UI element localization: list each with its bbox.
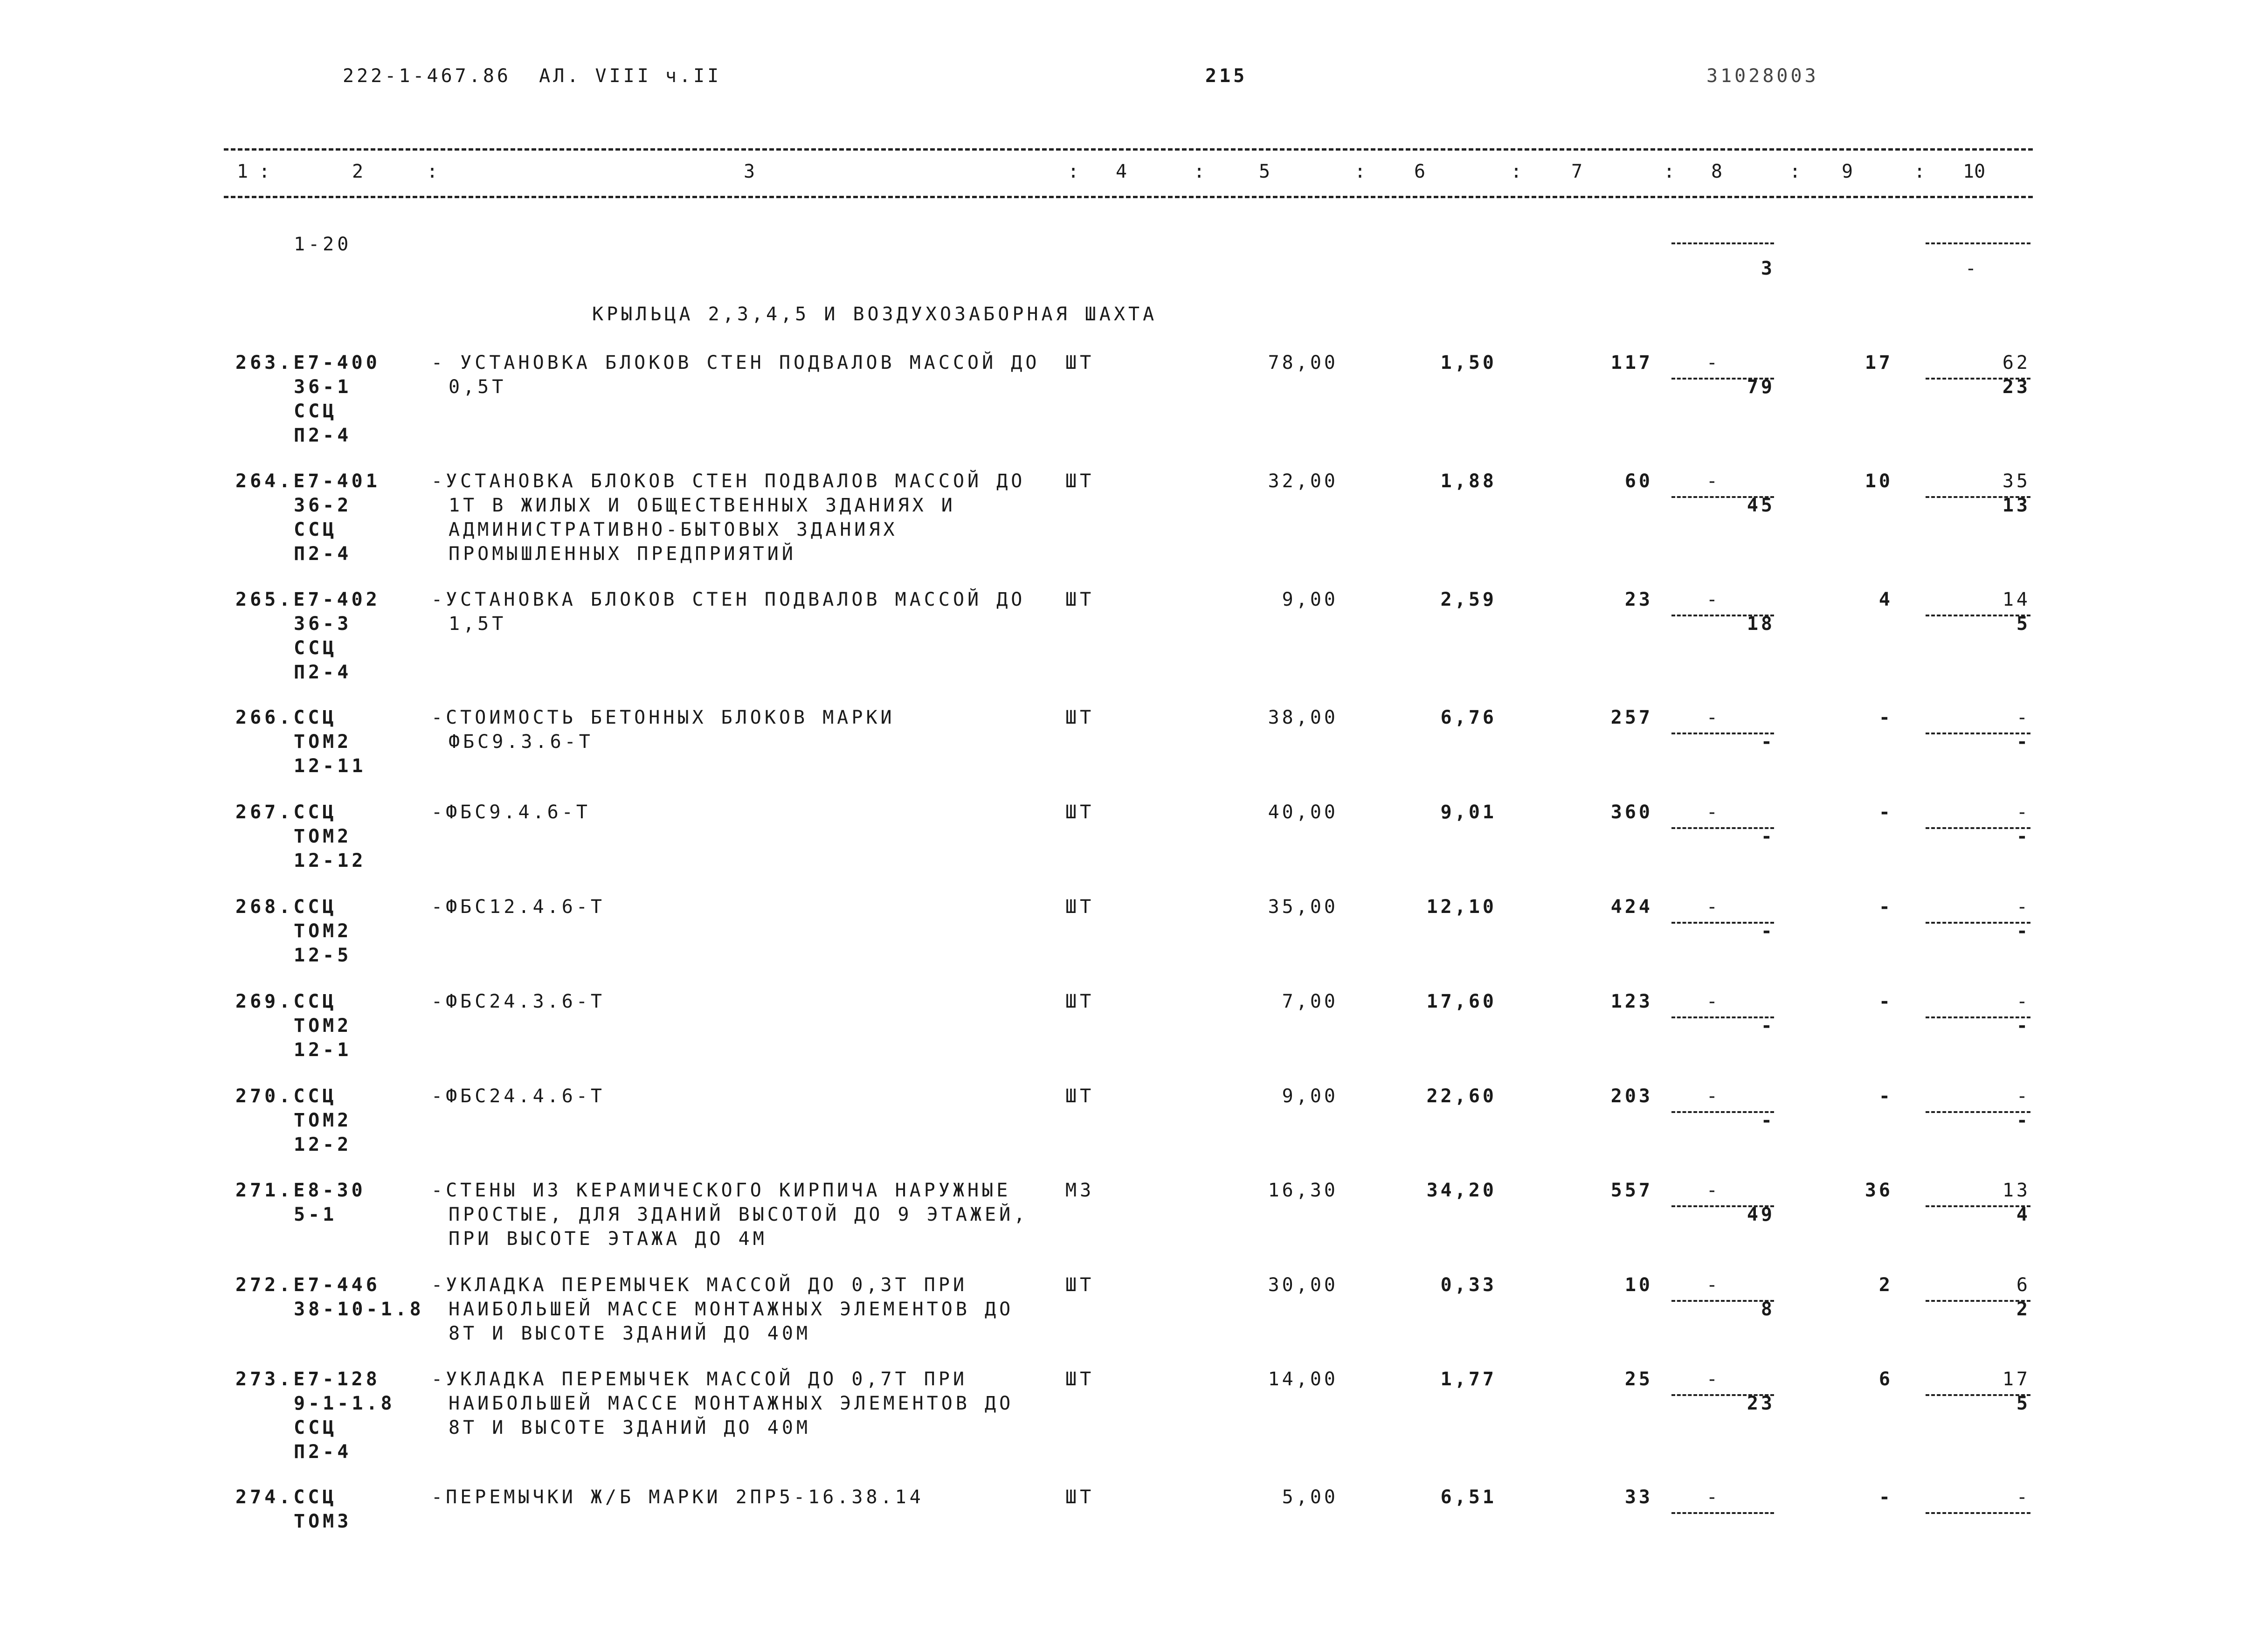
row-col10-bottom: 4 [2016,1204,2030,1225]
row-description-line: 1,5Т [449,613,507,635]
row-col10-top: 17 [2002,1369,2030,1390]
row-description-line: ФБС9.3.6-Т [449,731,594,753]
column-separator: : [1789,161,1801,182]
row-col8-top: - [1706,1369,1720,1390]
row-description-line: ПРОСТЫЕ, ДЛЯ ЗДАНИЙ ВЫСОТОЙ ДО 9 ЭТАЖЕЙ, [449,1204,1029,1225]
row-col10-top: 14 [2002,589,2030,610]
row-total: 203 [1610,1085,1653,1107]
row-col8-bottom: 23 [1747,1393,1775,1414]
row-col8-top: - [1706,589,1720,610]
row-code-line: 268.ССЦ [235,896,337,918]
row-code-line: 272.Е7-446 [235,1274,380,1296]
row-col9: 17 [1864,352,1893,373]
row-description-line: -УСТАНОВКА БЛОКОВ СТЕН ПОДВАЛОВ МАССОЙ ДО [431,470,1026,492]
row-col10-bottom: - [2016,826,2030,847]
col-number-10: 10 [1963,161,1986,182]
row-col8-top: - [1706,352,1720,373]
row-col10-bottom: - [2016,1015,2030,1037]
row-col9: - [1878,802,1893,823]
row-code-line: ТОМ3 [294,1511,352,1532]
row-total: 23 [1624,589,1653,610]
section-title: КРЫЛЬЦА 2,3,4,5 И ВОЗДУХОЗАБОРНАЯ ШАХТА [592,304,1158,325]
row-col8-top: - [1706,1085,1720,1107]
row-code-line: 12-11 [294,755,366,777]
row-col9: 2 [1878,1274,1893,1296]
row-code-line: 263.Е7-400 [235,352,380,373]
row-col10-top: 35 [2002,470,2030,492]
row-quantity: 16,30 [1268,1180,1338,1201]
col-number-8: 8 [1711,161,1723,182]
row-col8-bottom: 49 [1747,1204,1775,1225]
row-col8-bottom: - [1761,826,1775,847]
row-col10-top: - [2016,802,2030,823]
row-quantity: 9,00 [1282,1085,1338,1107]
table-top-rule [224,148,2033,151]
row-col8-top: - [1706,707,1720,728]
column-separator: : [1914,161,1926,182]
row-col10-bottom: 23 [2002,376,2030,398]
row-unit-price: 6,51 [1440,1486,1497,1508]
col-number-4: 4 [1116,161,1127,182]
row-col10-rule [1926,1512,2030,1514]
row-unit-price: 6,76 [1440,707,1497,728]
row-quantity: 5,00 [1282,1486,1338,1508]
row-quantity: 7,00 [1282,991,1338,1012]
row-description-line: -ФБС9.4.6-Т [431,802,591,823]
row-col9: 10 [1864,470,1893,492]
prev-row-col8-rule [1671,242,1774,244]
row-col8-rule [1671,1512,1774,1514]
album-text: АЛ. VIII ч.II [539,65,722,87]
row-col10-bottom: 5 [2016,1393,2030,1414]
row-code-line: ТОМ2 [294,731,352,753]
row-col8-bottom: 8 [1761,1299,1775,1320]
row-code-line: П2-4 [294,425,352,446]
row-col10-top: - [2016,991,2030,1012]
row-total: 557 [1610,1180,1653,1201]
row-unit: ШТ [1065,470,1095,492]
row-quantity: 32,00 [1268,470,1338,492]
row-total: 25 [1624,1369,1653,1390]
row-total: 117 [1610,352,1653,373]
row-col10-top: 13 [2002,1180,2030,1201]
col-number-6: 6 [1414,161,1426,182]
row-description-line: -ФБС24.4.6-Т [431,1085,605,1107]
row-description-line: -УСТАНОВКА БЛОКОВ СТЕН ПОДВАЛОВ МАССОЙ ДО [431,589,1026,610]
row-unit-price: 0,33 [1440,1274,1497,1296]
column-separator: : [1068,161,1079,182]
row-description-line: ПРОМЫШЛЕННЫХ ПРЕДПРИЯТИЙ [449,543,796,565]
row-col10-top: - [2016,1486,2030,1508]
row-quantity: 38,00 [1268,707,1338,728]
row-description-line: - УСТАНОВКА БЛОКОВ СТЕН ПОДВАЛОВ МАССОЙ ДО [431,352,1040,373]
row-total: 257 [1610,707,1653,728]
row-unit: ШТ [1065,802,1095,823]
row-code-line: ТОМ2 [294,826,352,847]
col-number-2: 2 [352,161,364,182]
row-unit: ШТ [1065,991,1095,1012]
row-unit: ШТ [1065,589,1095,610]
row-quantity: 40,00 [1268,802,1338,823]
row-unit: ШТ [1065,1274,1095,1296]
row-code-line: 269.ССЦ [235,991,337,1012]
row-col8-top: - [1706,1274,1720,1296]
col-number-9: 9 [1842,161,1853,182]
prev-row-col10-rule [1926,242,2030,244]
row-total: 360 [1610,802,1653,823]
row-col10-bottom: 5 [2016,613,2030,635]
row-code-line: 265.Е7-402 [235,589,380,610]
row-unit-price: 9,01 [1440,802,1497,823]
row-unit: ШТ [1065,352,1095,373]
row-total: 10 [1624,1274,1653,1296]
row-code-line: 12-2 [294,1134,352,1155]
row-unit-price: 2,59 [1440,589,1497,610]
row-col9: 4 [1878,589,1893,610]
row-col9: - [1878,896,1893,918]
row-description-line: -ФБС24.3.6-Т [431,991,605,1012]
row-quantity: 9,00 [1282,589,1338,610]
row-unit-price: 1,50 [1440,352,1497,373]
column-separator: : [427,161,438,182]
row-col8-top: - [1706,802,1720,823]
column-separator: : [1194,161,1205,182]
row-description-line: -ПЕРЕМЫЧКИ Ж/Б МАРКИ 2ПР5-16.38.14 [431,1486,924,1508]
row-col9: - [1878,1486,1893,1508]
row-code-line: 266.ССЦ [235,707,337,728]
row-code-line: 274.ССЦ [235,1486,337,1508]
row-unit: ШТ [1065,707,1095,728]
row-description-line: -УКЛАДКА ПЕРЕМЫЧЕК МАССОЙ ДО 0,7Т ПРИ [431,1369,968,1390]
row-col10-top: 62 [2002,352,2030,373]
row-code-line: ССЦ [294,637,338,659]
row-unit-price: 1,77 [1440,1369,1497,1390]
row-col10-top: 6 [2016,1274,2030,1296]
doc-code [343,65,721,87]
row-total: 33 [1624,1486,1653,1508]
row-code-line: 12-12 [294,850,366,871]
row-code-line: ТОМ2 [294,1110,352,1131]
row-unit-price: 17,60 [1426,991,1497,1012]
row-code-line: 267.ССЦ [235,802,337,823]
col-number-5: 5 [1259,161,1271,182]
row-col10-bottom: 2 [2016,1299,2030,1320]
row-code-line: ССЦ [294,1417,338,1438]
row-col10-top: - [2016,707,2030,728]
row-col9: - [1878,707,1893,728]
row-col8-top: - [1706,896,1720,918]
prev-row-col10-value: - [1965,258,1979,279]
row-code-line: 36-2 [294,495,352,516]
row-col8-bottom: 45 [1747,495,1775,516]
row-col8-bottom: - [1761,920,1775,942]
prev-row-code: 1-20 [294,234,352,255]
row-col10-bottom: - [2016,731,2030,753]
row-code-line: 264.Е7-401 [235,470,380,492]
col-number-1: 1 [237,161,249,182]
row-unit-price: 1,88 [1440,470,1497,492]
row-quantity: 35,00 [1268,896,1338,918]
row-col8-top: - [1706,1486,1720,1508]
row-description-line: АДМИНИСТРАТИВНО-БЫТОВЫХ ЗДАНИЯХ [449,519,898,540]
row-unit: М3 [1065,1180,1095,1201]
column-separator: : [1354,161,1366,182]
row-unit: ШТ [1065,896,1095,918]
row-col8-bottom: - [1761,731,1775,753]
row-code-line: П2-4 [294,1441,352,1463]
row-description-line: 8Т И ВЫСОТЕ ЗДАНИЙ ДО 40М [449,1323,811,1344]
column-separator: : [1511,161,1522,182]
row-total: 123 [1610,991,1653,1012]
column-separator: : [1664,161,1675,182]
row-col8-bottom: - [1761,1015,1775,1037]
row-description-line: -СТЕНЫ ИЗ КЕРАМИЧЕСКОГО КИРПИЧА НАРУЖНЫЕ [431,1180,1011,1201]
row-col9: - [1878,1085,1893,1107]
row-description-line: ПРИ ВЫСОТЕ ЭТАЖА ДО 4М [449,1228,767,1250]
row-description-line: -УКЛАДКА ПЕРЕМЫЧЕК МАССОЙ ДО 0,3Т ПРИ [431,1274,968,1296]
table-header-rule [224,196,2033,198]
row-code-line: 12-1 [294,1039,352,1061]
row-code-line: ССЦ [294,519,338,540]
col-number-3: 3 [744,161,755,182]
row-code-line: ТОМ2 [294,1015,352,1037]
row-code-line: 270.ССЦ [235,1085,337,1107]
row-col8-bottom: 79 [1747,376,1775,398]
row-description-line: 0,5Т [449,376,507,398]
row-col9: - [1878,991,1893,1012]
doc-code-text: 222-1-467.86 [343,65,511,87]
row-description-line: 1Т В ЖИЛЫХ И ОБЩЕСТВЕННЫХ ЗДАНИЯХ И [449,495,956,516]
row-col8-top: - [1706,470,1720,492]
row-col10-top: - [2016,896,2030,918]
row-code-line: П2-4 [294,662,352,683]
row-description-line: -СТОИМОСТЬ БЕТОННЫХ БЛОКОВ МАРКИ [431,707,895,728]
row-unit-price: 12,10 [1426,896,1497,918]
row-col9: 36 [1864,1180,1893,1201]
row-col9: 6 [1878,1369,1893,1390]
row-code-line: 271.Е8-30 [235,1180,366,1201]
row-unit-price: 34,20 [1426,1180,1497,1201]
row-col8-bottom: 18 [1747,613,1775,635]
row-col10-bottom: - [2016,1110,2030,1131]
row-code-line: 12-5 [294,945,352,966]
row-unit-price: 22,60 [1426,1085,1497,1107]
row-quantity: 78,00 [1268,352,1338,373]
column-separator: : [259,161,270,182]
row-col8-top: - [1706,1180,1720,1201]
row-quantity: 14,00 [1268,1369,1338,1390]
row-code-line: 36-3 [294,613,352,635]
row-col8-top: - [1706,991,1720,1012]
row-quantity: 30,00 [1268,1274,1338,1296]
row-total: 424 [1610,896,1653,918]
row-code-line: 38-10-1.8 [294,1299,424,1320]
prev-row-col8-value: 3 [1761,258,1775,279]
row-code-line: 273.Е7-128 [235,1369,380,1390]
row-code-line: ССЦ [294,401,338,422]
page-number: 215 [1205,65,1248,87]
row-code-line: 36-1 [294,376,352,398]
row-code-line: 9-1-1.8 [294,1393,395,1414]
row-total: 60 [1624,470,1653,492]
row-description-line: -ФБС12.4.6-Т [431,896,605,918]
row-col10-top: - [2016,1085,2030,1107]
row-col10-bottom: - [2016,920,2030,942]
doc-id: 31028003 [1706,65,1819,87]
row-col8-bottom: - [1761,1110,1775,1131]
row-code-line: ТОМ2 [294,920,352,942]
row-col10-bottom: 13 [2002,495,2030,516]
row-code-line: 5-1 [294,1204,338,1225]
row-unit: ШТ [1065,1369,1095,1390]
row-unit: ШТ [1065,1085,1095,1107]
row-unit: ШТ [1065,1486,1095,1508]
col-number-7: 7 [1571,161,1583,182]
row-code-line: П2-4 [294,543,352,565]
row-description-line: НАИБОЛЬШЕЙ МАССЕ МОНТАЖНЫХ ЭЛЕМЕНТОВ ДО [449,1393,1014,1414]
row-description-line: НАИБОЛЬШЕЙ МАССЕ МОНТАЖНЫХ ЭЛЕМЕНТОВ ДО [449,1299,1014,1320]
row-description-line: 8Т И ВЫСОТЕ ЗДАНИЙ ДО 40М [449,1417,811,1438]
